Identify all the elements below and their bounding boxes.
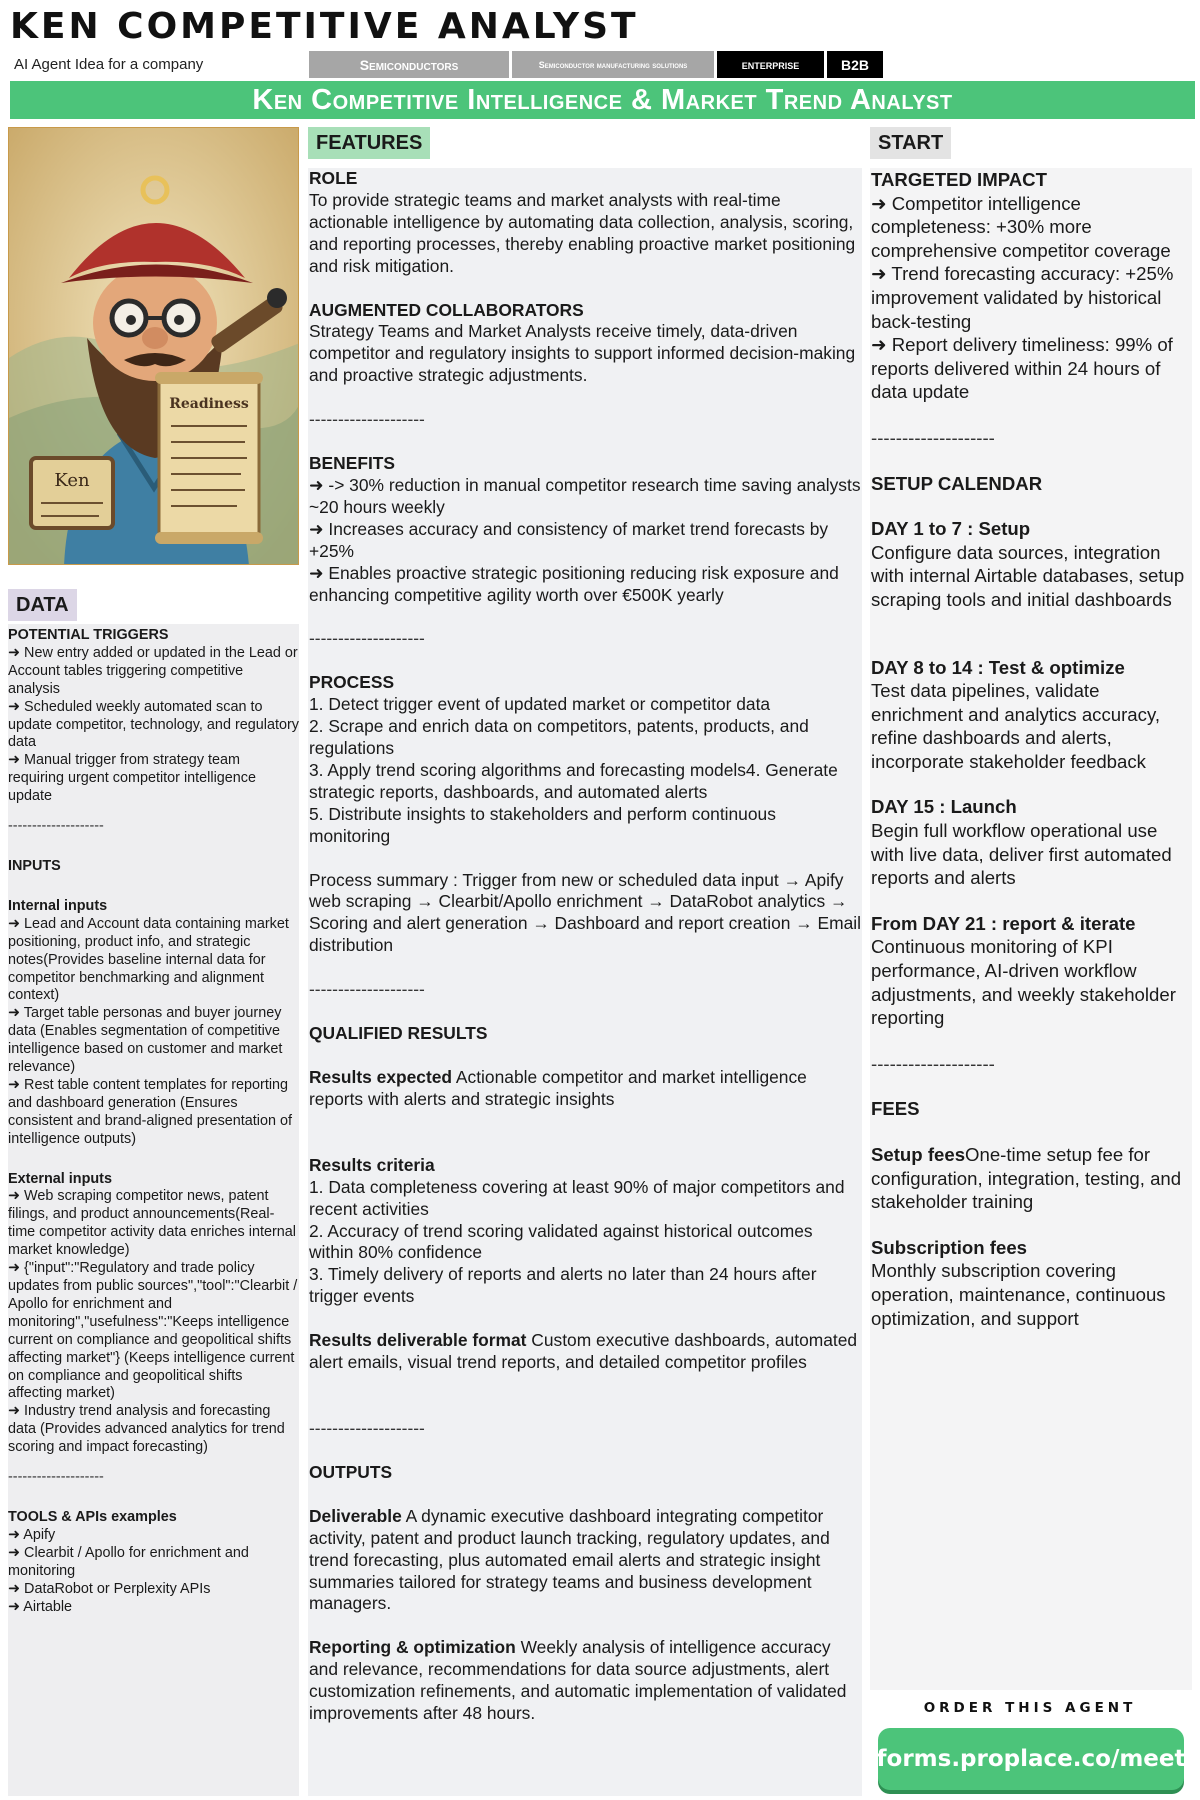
criteria-item: 3. Timely delivery of reports and alerts no later than 24 hours after trigger events [309, 1264, 817, 1307]
results-format-text: Custom executive dashboards, automated alert emails, visual trend reports, and detailed competitor profiles [309, 1330, 858, 1373]
collaborators-text: Strategy Teams and Market Analysts receive timely, data-driven competitor and regulatory insights to support informed decision-making and proactive strategic adjustments. [309, 321, 856, 386]
divider: -------------------- [309, 979, 425, 1000]
data-section-heading: DATA [8, 589, 77, 621]
benefit-item: ➜ Increases accuracy and consistency of market trend forecasts by +25% [309, 518, 829, 561]
setup-fees-label: Setup fees [871, 1144, 966, 1165]
day-title: DAY 8 to 14 : Test & optimize [871, 656, 1125, 678]
fees-title: FEES [871, 1098, 920, 1120]
process-title: PROCESS [309, 672, 395, 693]
collaborators-title: AUGMENTED COLLABORATORS [309, 299, 584, 320]
impact-item: ➜ Trend forecasting accuracy: +25% improvement validated by historical back-testing [871, 263, 1174, 332]
benefits-title: BENEFITS [309, 453, 395, 474]
deliverable-label: Deliverable [309, 1505, 402, 1526]
tool-item: ➜ DataRobot or Perplexity APIs [8, 1580, 211, 1597]
internal-input-item: ➜ Rest table content templates for reporting and dashboard generation (Ensures consistent and brand-aligned presentation of intelligence outputs) [8, 1076, 293, 1147]
tag-model: B2B [827, 51, 883, 78]
data-panel [8, 624, 299, 1796]
external-input-item: ➜ Web scraping competitor news, patent filings, and product announcements(Real-time competitor activity data enriches internal market knowledge) [8, 1188, 296, 1259]
pirate-character-illustration [8, 127, 299, 565]
day-title: From DAY 21 : report & iterate [871, 912, 1136, 934]
trigger-item: ➜ Scheduled weekly automated scan to update competitor, technology, and regulatory data [8, 698, 299, 751]
reporting-text: Weekly analysis of intelligence accuracy and relevance, recommendations for data source adjustments, alert customization refinements, and automatic implementation of validated improvements after 48 hours. [309, 1637, 847, 1724]
features-panel [308, 168, 862, 1796]
process-step: 2. Scrape and enrich data on competitors, patents, products, and regulations [309, 716, 809, 759]
calendar-title: SETUP CALENDAR [871, 472, 1043, 494]
external-input-item: ➜ {"input":"Regulatory and trade policy updates from public sources","tool":"Clearbit / Apollo for enrichment and monitoring","usefulness":"Keeps intelligence current on compliance and geopolitical shifts affecting market"} (Keeps intelligence current on compliance and geopolitical shifts affecting market) [8, 1260, 298, 1402]
benefit-item: ➜ Enables proactive strategic positioning reducing risk exposure and enhancing competitive agility worth over €500K yearly [309, 562, 839, 605]
scroll-text: Readiness [169, 396, 249, 412]
day-title: DAY 1 to 7 : Setup [871, 518, 1031, 540]
results-criteria-title: Results criteria [309, 1154, 435, 1175]
setup-fees [871, 1143, 1191, 1214]
badge-text: Ken [54, 470, 90, 491]
qualified-results-title: QUALIFIED RESULTS [309, 1023, 488, 1044]
trigger-item: ➜ Manual trigger from strategy team requiring urgent competitor intelligence update [8, 752, 256, 805]
start-panel [870, 168, 1192, 1690]
results-expected [309, 1067, 861, 1111]
page-subtitle: AI Agent Idea for a company [14, 56, 204, 73]
day-title: DAY 15 : Launch [871, 796, 1017, 818]
order-link-button[interactable]: forms.proplace.co/meet [878, 1728, 1184, 1790]
results-format [309, 1330, 861, 1374]
internal-input-item: ➜ Target table personas and buyer journey data (Enables segmentation of competitive intelligence based on customer and market relevance) [8, 1005, 283, 1076]
order-label: ORDER THIS AGENT [923, 1700, 1137, 1716]
process-step: 1. Detect trigger event of updated market or competitor data [309, 694, 771, 715]
start-section-heading: START [870, 127, 951, 159]
benefit-item: ➜ -> 30% reduction in manual competitor research time saving analysts ~20 hours weekly [309, 474, 861, 517]
tool-item: ➜ Airtable [8, 1598, 73, 1615]
day-text: Test data pipelines, validate enrichment and analytics accuracy, refine dashboards and alerts, incorporate stakeholder feedback [871, 680, 1161, 772]
day-text: Continuous monitoring of KPI performance, AI-driven workflow adjustments, and weekly stakeholder reporting [871, 936, 1176, 1029]
divider: -------------------- [309, 409, 425, 430]
tool-item: ➜ Apify [8, 1526, 56, 1543]
tools-title: TOOLS & APIs examples [8, 1508, 177, 1525]
subscription-fees-title: Subscription fees [871, 1236, 1028, 1258]
criteria-item: 2. Accuracy of trend scoring validated against historical outcomes within 80% confidence [309, 1220, 813, 1263]
day-text: Begin full workflow operational use with live data, deliver first automated reports and alerts [871, 820, 1172, 889]
agent-banner: Ken Competitive Intelligence & Market Trend Analyst [10, 81, 1195, 119]
features-section-heading: FEATURES [308, 127, 430, 159]
inputs-title: INPUTS [8, 857, 61, 874]
day-text: Configure data sources, integration with internal Airtable databases, setup scraping tools and initial dashboards [871, 541, 1185, 610]
divider: -------------------- [871, 1052, 995, 1074]
tool-item: ➜ Clearbit / Apollo for enrichment and monitoring [8, 1544, 249, 1579]
reporting-label: Reporting & optimization [309, 1637, 516, 1658]
external-input-item: ➜ Industry trend analysis and forecasting data (Provides advanced analytics for trend scoring and impact forecasting) [8, 1403, 285, 1456]
setup-fees-text: One-time setup fee for configuration, integration, testing, and stakeholder training [871, 1144, 1182, 1213]
triggers-title: POTENTIAL TRIGGERS [8, 627, 169, 643]
tag-sector: Semiconductor manufacturing solutions [512, 51, 714, 78]
divider: -------------------- [8, 818, 104, 835]
results-format-label: Results deliverable format [309, 1330, 527, 1351]
subscription-fees-text: Monthly subscription covering operation, maintenance, continuous optimization, and support [871, 1260, 1166, 1329]
divider: -------------------- [309, 1417, 425, 1438]
trigger-item: ➜ New entry added or updated in the Lead or Account tables triggering competitive analysis [8, 644, 298, 697]
outputs-title: OUTPUTS [309, 1461, 393, 1482]
divider: -------------------- [8, 1469, 104, 1486]
divider: -------------------- [871, 426, 995, 448]
results-expected-label: Results expected [309, 1067, 453, 1087]
hero-svg [9, 128, 299, 565]
results-expected-text: Actionable competitor and market intelligence reports with alerts and strategic insights [309, 1067, 807, 1109]
deliverable [309, 1506, 861, 1616]
role-title: ROLE [309, 168, 358, 188]
external-inputs-title: External inputs [8, 1170, 112, 1187]
role-text: To provide strategic teams and market analysts with real-time actionable intelligence by automating data collection, analysis, scoring, and reporting processes, thereby enabling proactive market positioning and risk mitigation. [309, 189, 856, 276]
criteria-item: 1. Data completeness covering at least 90% of major competitors and recent activities [309, 1176, 845, 1219]
internal-input-item: ➜ Lead and Account data containing market positioning, product info, and strategic notes(Provides baseline internal data for competitor benchmarking and alignment context) [8, 915, 289, 1004]
reporting [309, 1637, 861, 1725]
internal-inputs-title: Internal inputs [8, 897, 108, 914]
deliverable-text: A dynamic executive dashboard integrating competitor activity, patent and product launch tracking, regulatory updates, and trend forecasting, plus automated email alerts and strategic insight summaries tailored for strategy teams and business development managers. [309, 1505, 830, 1614]
page-title: KEN COMPETITIVE ANALYST [10, 6, 639, 47]
impact-title: TARGETED IMPACT [871, 169, 1047, 190]
tag-industry: Semiconductors [309, 51, 509, 78]
tag-size: enterprise [717, 51, 824, 78]
impact-item: ➜ Competitor intelligence completeness: +30% more comprehensive competitor coverage [871, 192, 1171, 261]
process-step: 5. Distribute insights to stakeholders and perform continuous monitoring [309, 803, 776, 846]
divider: -------------------- [309, 628, 425, 649]
impact-item: ➜ Report delivery timeliness: 99% of reports delivered within 24 hours of data update [871, 334, 1173, 403]
process-summary: Process summary : Trigger from new or scheduled data input → Apify web scraping → Clearbit/Apollo enrichment → DataRobot analytics → Scoring and alert generation → Dashboard and report creation → Email distribution [309, 869, 861, 956]
process-step: 3. Apply trend scoring algorithms and forecasting models4. Generate strategic reports, dashboards, and automated alerts [309, 759, 838, 802]
